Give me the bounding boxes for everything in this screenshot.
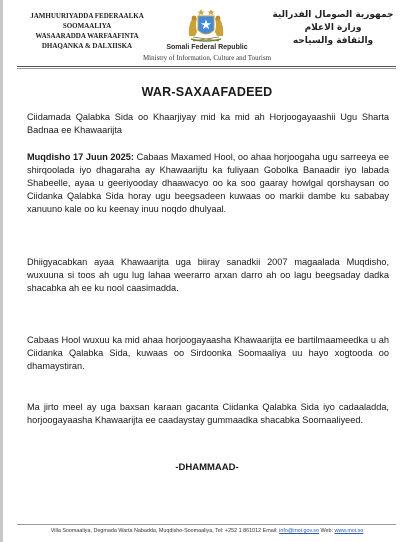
letterhead-republic-name: Somali Federal Republic [166,44,248,51]
letterhead-somali-line: DHAQANKA & DALXIISKA [41,42,133,50]
paragraph-4: Ma jirto meel ay uga baxsan karaan gacanta Ciidanka Qalabka Sida iyo cadaaladda, horjoogayaasha Khawaarijta ee caadaystay gummaadka shacabka Soomaaliyeed. [27,402,389,425]
letterhead-arabic-line: والثقافة والسياحه [292,36,374,46]
footer-address: Villa Soomaaliya, Degmada Warta Nabadda, Muqdisho-Soomaaliya, Tel: +252 1 861012 Email: [50,528,280,534]
letterhead-somali-line: JAMHUURIYADDA FEDERAALKA [30,12,144,20]
letterhead-arabic-line: جمهورية الصومال الفدرالية [272,10,394,20]
document-title: WAR-SAXAAFADEED [141,85,273,99]
footer-email-link[interactable]: info@moi.gov.so [279,528,319,534]
footer-web-label: Web: [318,528,335,534]
letterhead-arabic [267,9,399,48]
letterhead-arabic-line: وزارة الاعلام [304,23,362,33]
letterhead [3,0,408,66]
letterhead-somali-line: WASAARADDA WARFAAFINTA [35,32,139,40]
footer-divider [17,524,396,525]
intro-paragraph: Ciidamada Qalabka Sida oo Khaarjiyay mid ka mid ah Horjoogayaashii Ugu Sharta Badnaa ee Khawaarijta [27,112,389,135]
paragraph-3: Cabaas Hool wuxuu ka mid ahaa horjoogayaasha Khawaarijta ee bartilmaameedka u ah Ciidanka Qalabka Sida, kuwaas oo Sirdoonka Soomaaliya uu hayo xogtooda oo dhamaystiran. [27,335,389,371]
header-divider [17,66,396,67]
header-divider-secondary [17,68,396,69]
main-paragraph-body: Cabaas Maxamed Hool, oo ahaa horjoogaha ugu sarreeya ee shirqoolada iyo dhagaraha ay Khawaarijtu ka fuliyaan Gobolka Banaadir iyo labada Shabeelle, ayaa u geeriyooday dhaawacyo oo ka soo gaaray howlgal qorshaysan oo Ciidanka Qalabka Sida horay ugu beegsadeen kuwaas oo markii dambe ku sababay xanuuno kale oo ku keenay inuu noqdo dhulyaal. [27,152,389,214]
paragraph-2: Dhiigyacabkan ayaa Khawaarijta uga biiray sanadkii 2007 magaalada Muqdisho, wuxuuna si toos ah ugu lug lahaa weerarro arxan darro ah oo lagu beegsaday dadka shacabka ah ee ku nool caasimadda. [27,257,389,293]
closing-mark: -DHAMMAAD- [175,462,239,473]
main-paragraph [27,151,389,216]
letterhead-somali-line: SOOMAALIYA [62,22,112,30]
footer-web-link[interactable]: www.moi.so [334,528,364,534]
somali-coat-of-arms-icon [179,6,233,44]
dateline: Muqdisho 17 Juun 2025: [27,152,134,162]
letterhead-ministry-name: Ministry of Information, Culture and Tourism [142,54,272,62]
footer [3,528,408,534]
